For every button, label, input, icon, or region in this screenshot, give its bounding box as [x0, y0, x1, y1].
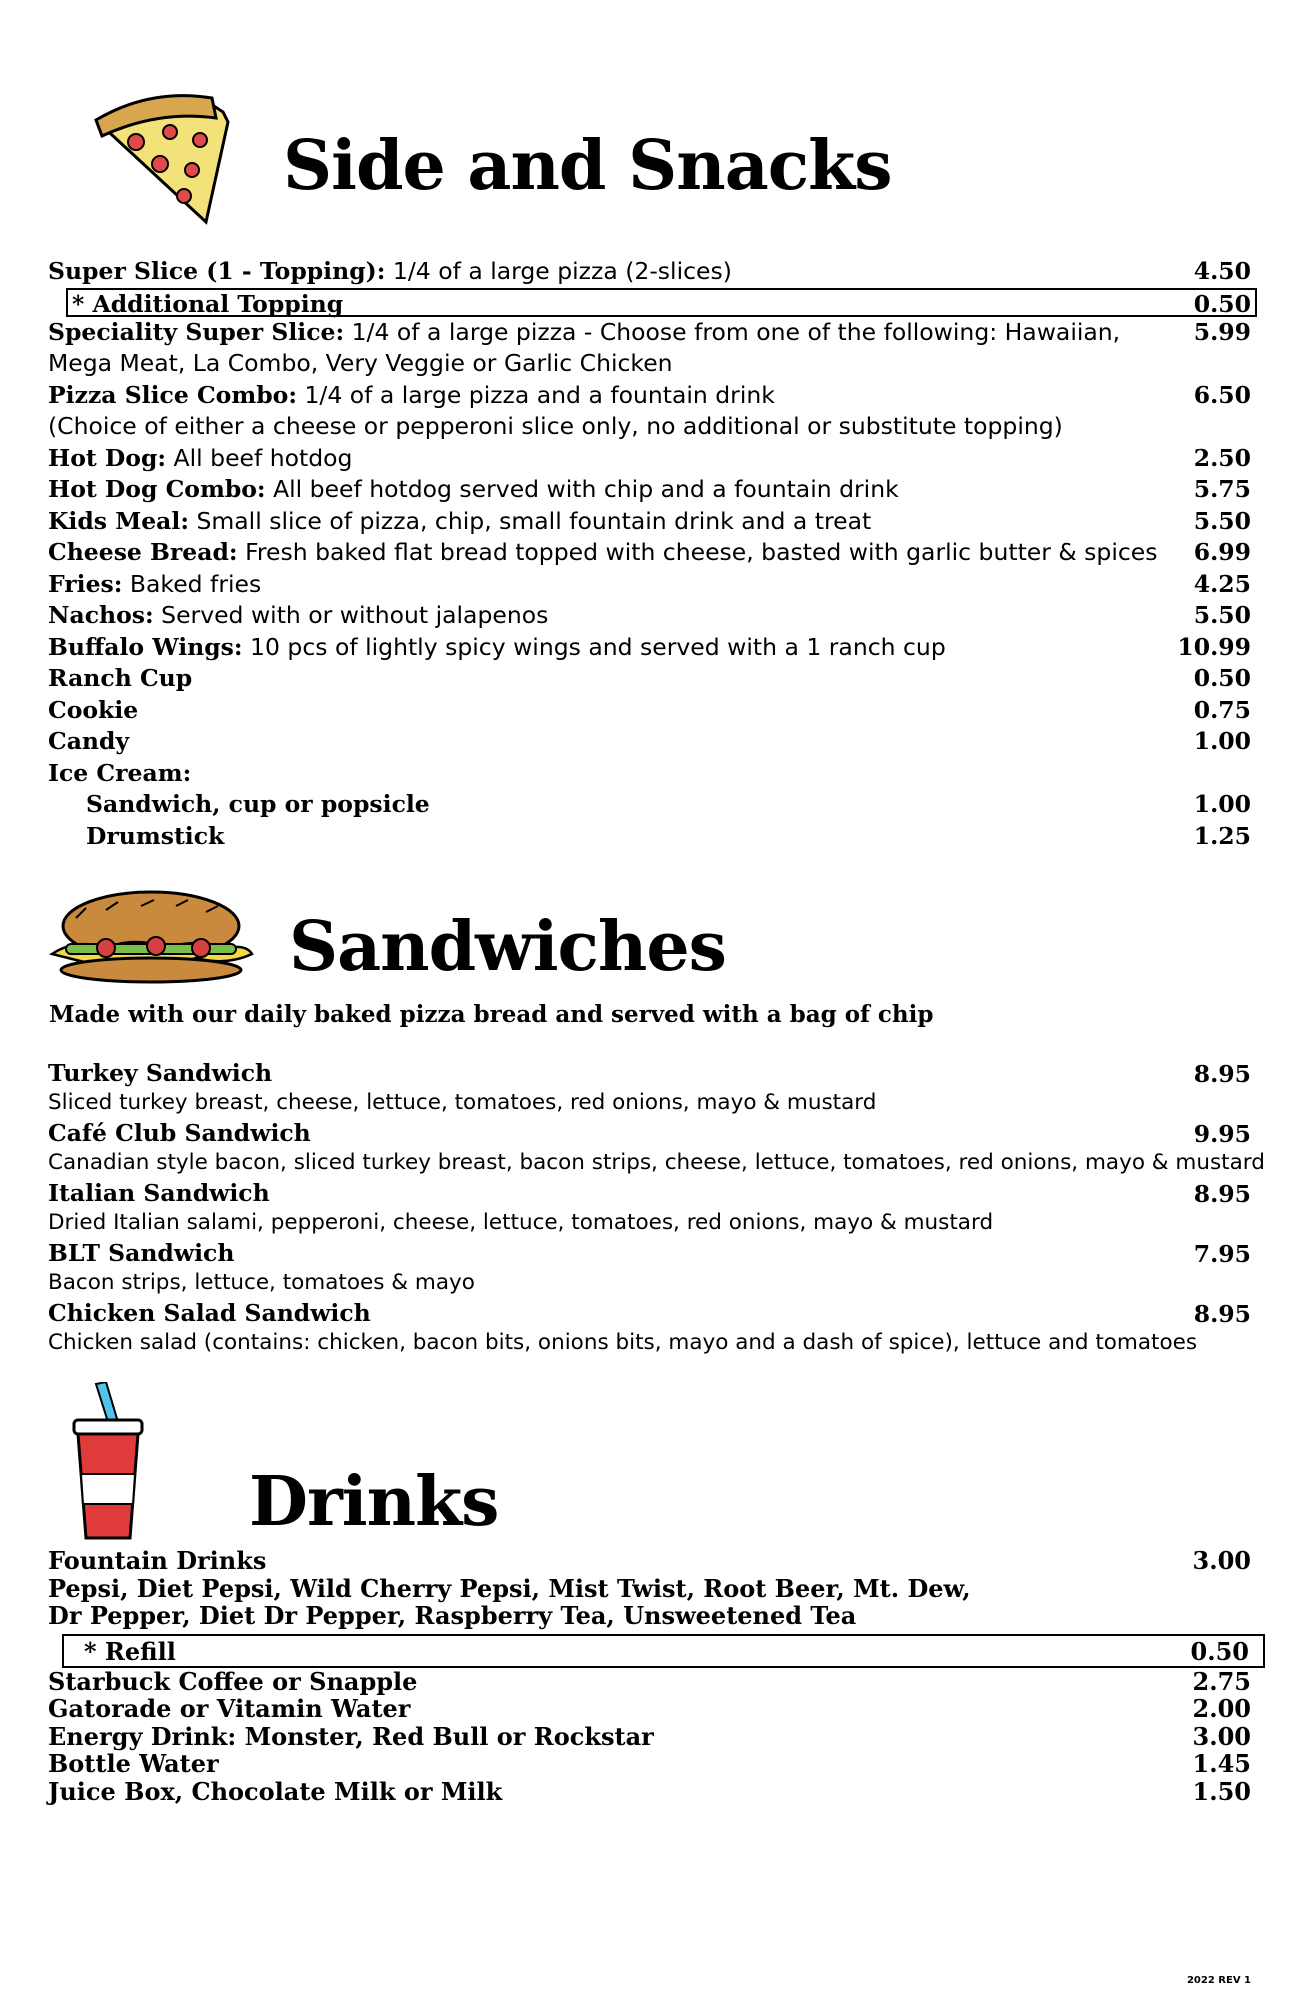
menu-item: [48, 789, 1251, 821]
item-price: 7.95: [1193, 1240, 1251, 1268]
item-name: Juice Box, Chocolate Milk or Milk: [48, 1776, 503, 1806]
fountain-list-line-2: Dr Pepper, Diet Dr Pepper, Raspberry Tea, Unsweetened Tea: [48, 1601, 857, 1630]
item-price: 8.95: [1193, 1060, 1251, 1088]
sandwich-item: [48, 1058, 1251, 1118]
drinks-heading: Drinks: [249, 1462, 499, 1542]
sandwiches-subtitle: Made with our daily baked pizza bread and served with a bag of chip: [49, 1001, 934, 1028]
item-price: 10.99: [1177, 632, 1251, 661]
menu-item: [48, 600, 1251, 632]
fountain-list-line-1: Pepsi, Diet Pepsi, Wild Cherry Pepsi, Mist Twist, Root Beer, Mt. Dew,: [48, 1573, 971, 1603]
sandwiches-heading: Sandwiches: [289, 907, 726, 987]
drink-items: [48, 1668, 1251, 1806]
revision-note: 2022 REV 1: [1186, 1975, 1251, 1986]
pizza-slice-icon: [88, 92, 238, 228]
item-name: Candy: [48, 727, 130, 755]
item-name: Kids Meal:: [48, 506, 189, 535]
soda-cup-icon: [68, 1382, 148, 1542]
item-name: Sandwich, cup or popsicle: [86, 790, 430, 818]
sandwich-item: [48, 1178, 1251, 1238]
item-desc: Fresh baked flat bread topped with cheese, basted with garlic butter & spices: [237, 538, 1158, 566]
item-name: Hot Dog:: [48, 443, 167, 472]
item-name: Ranch Cup: [48, 664, 193, 692]
refill-row: [62, 1634, 1265, 1668]
menu-item: [48, 569, 1251, 601]
menu-item: [48, 506, 1251, 538]
item-desc: Small slice of pizza, chip, small fountain drink and a treat: [189, 506, 872, 535]
item-desc: All beef hotdog: [166, 443, 353, 472]
item-price: 4.50: [1193, 257, 1251, 285]
item-desc: Sliced turkey breast, cheese, lettuce, tomatoes, red onions, mayo & mustard: [48, 1090, 877, 1115]
item-name: * Refill: [84, 1636, 176, 1666]
item-price: 5.99: [1193, 317, 1251, 346]
item-price: 0.75: [1193, 695, 1251, 724]
item-price: 3.00: [1192, 1721, 1251, 1751]
item-desc: Dried Italian salami, pepperoni, cheese, lettuce, tomatoes, red onions, mayo & mustard: [48, 1210, 994, 1235]
item-name: Bottle Water: [48, 1749, 219, 1778]
menu-item: [48, 726, 1251, 758]
menu-item: [48, 256, 1251, 288]
drink-item: [48, 1695, 1251, 1723]
sandwich-item: [48, 1298, 1251, 1358]
item-name: Pizza Slice Combo:: [48, 380, 297, 409]
fountain-drinks-row: [48, 1547, 1251, 1575]
item-name: Nachos:: [48, 601, 154, 629]
item-name: Café Club Sandwich: [48, 1119, 311, 1147]
drink-item: [48, 1778, 1251, 1806]
item-desc: 1/4 of a large pizza - Choose from one of the following: Hawaiian,: [344, 317, 1121, 346]
item-desc-line-2: (Choice of either a cheese or pepperoni slice only, no additional or substitute topping): [48, 412, 1063, 440]
item-name: Fries:: [48, 569, 123, 598]
item-name: Super Slice (1 - Topping):: [48, 257, 386, 285]
item-desc: 10 pcs of lightly spicy wings and served with a 1 ranch cup: [242, 632, 946, 661]
item-desc: Served with or without jalapenos: [153, 601, 549, 629]
drink-item: [48, 1668, 1251, 1696]
item-name: Starbuck Coffee or Snapple: [48, 1666, 418, 1696]
item-name: Turkey Sandwich: [48, 1059, 273, 1087]
item-desc: 1/4 of a large pizza (2-slices): [385, 257, 732, 285]
menu-item: [48, 380, 1251, 443]
item-price: 8.95: [1193, 1300, 1251, 1328]
item-price: 4.25: [1193, 569, 1251, 598]
item-price: 3.00: [1192, 1546, 1251, 1575]
menu-item: [48, 443, 1251, 475]
item-price: 2.00: [1192, 1694, 1251, 1723]
item-name: Speciality Super Slice:: [48, 317, 345, 346]
item-price: 5.75: [1193, 475, 1251, 503]
item-name: Buffalo Wings:: [48, 632, 243, 661]
item-desc-line-2: Mega Meat, La Combo, Very Veggie or Garlic Chicken: [48, 349, 673, 377]
menu-item: [48, 537, 1251, 569]
item-name: * Additional Topping: [72, 289, 344, 318]
item-price: 0.50: [1193, 664, 1251, 692]
item-name: Fountain Drinks: [48, 1546, 267, 1575]
item-price: 1.00: [1193, 727, 1251, 755]
menu-item: [48, 632, 1251, 664]
menu-item: [48, 821, 1251, 853]
item-price: 5.50: [1193, 506, 1251, 535]
item-price: 8.95: [1193, 1180, 1251, 1208]
menu-item: [48, 758, 1251, 790]
sides-menu: [48, 256, 1251, 852]
item-name: Hot Dog Combo:: [48, 475, 266, 503]
drinks-menu: [48, 1547, 1251, 1805]
item-name: Italian Sandwich: [48, 1179, 270, 1207]
menu-item: [48, 474, 1251, 506]
item-name: Cookie: [48, 695, 139, 724]
sandwich-item: [48, 1118, 1265, 1178]
item-desc: 1/4 of a large pizza and a fountain drink: [297, 380, 775, 409]
item-name: Ice Cream:: [48, 758, 192, 787]
item-desc: Bacon strips, lettuce, tomatoes & mayo: [48, 1270, 475, 1295]
item-price: 1.50: [1192, 1776, 1251, 1806]
item-price: 2.50: [1193, 443, 1251, 472]
item-price: 1.45: [1192, 1749, 1251, 1778]
sides-heading: Side and Snacks: [283, 126, 892, 206]
menu-item: [48, 317, 1251, 380]
drink-item: [48, 1750, 1251, 1778]
sandwich-item: [48, 1238, 1251, 1298]
item-price: 6.50: [1193, 380, 1251, 409]
sandwich-menu: [48, 1058, 1265, 1358]
item-price: 9.95: [1193, 1120, 1251, 1148]
item-desc: Canadian style bacon, sliced turkey breast, bacon strips, cheese, lettuce, tomatoes, red onions, mayo & mustard: [48, 1150, 1265, 1175]
drink-item: [48, 1723, 1251, 1751]
item-name: Cheese Bread:: [48, 538, 238, 566]
item-price: 1.00: [1193, 790, 1251, 818]
item-desc: Chicken salad (contains: chicken, bacon bits, onions bits, mayo and a dash of spice), lettuce and tomatoes: [48, 1330, 1198, 1355]
item-price: 0.50: [1190, 1636, 1249, 1666]
item-name: Drumstick: [86, 821, 225, 850]
sub-sandwich-icon: [46, 888, 256, 988]
item-price: 6.99: [1193, 538, 1251, 566]
item-price: 5.50: [1193, 601, 1251, 629]
item-name: BLT Sandwich: [48, 1239, 235, 1267]
menu-item: [48, 695, 1251, 727]
item-desc: Baked fries: [122, 569, 262, 598]
item-name: Chicken Salad Sandwich: [48, 1299, 371, 1327]
item-price: 2.75: [1192, 1666, 1251, 1696]
item-name: Energy Drink: Monster, Red Bull or Rockstar: [48, 1721, 654, 1751]
item-price: 1.25: [1193, 821, 1251, 850]
item-name: Gatorade or Vitamin Water: [48, 1694, 411, 1723]
item-price: 0.50: [1193, 289, 1251, 318]
item-desc: All beef hotdog served with chip and a fountain drink: [265, 475, 899, 503]
menu-item: [48, 663, 1251, 695]
menu-item: [66, 288, 1257, 317]
